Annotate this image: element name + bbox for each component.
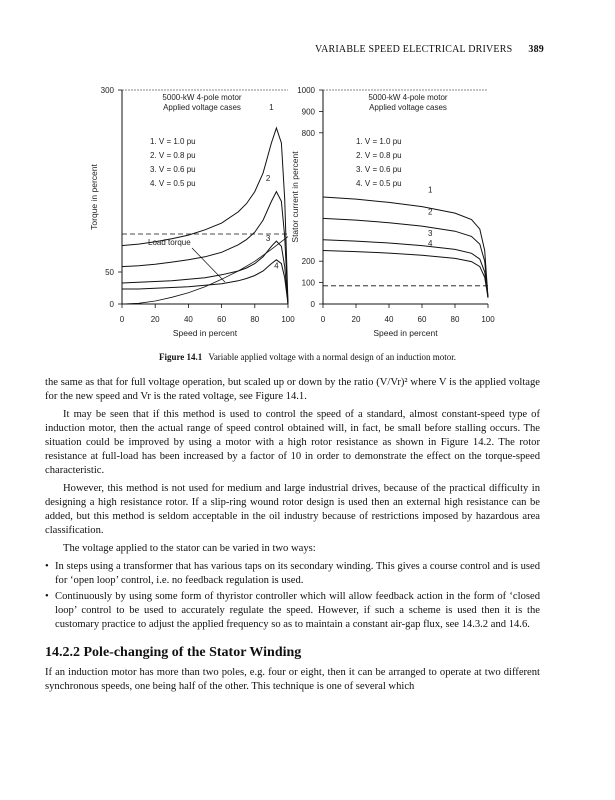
series-label: 3 — [428, 228, 433, 238]
x-axis-label: Speed in percent — [373, 328, 438, 338]
x-tick-label: 80 — [250, 315, 260, 324]
y-tick-label: 900 — [301, 107, 315, 117]
x-tick-label: 0 — [320, 315, 326, 324]
torque-speed-chart — [89, 86, 295, 338]
figure-caption — [0, 352, 615, 362]
legend-title: 5000-kW 4-pole motor — [162, 93, 242, 102]
page-number: 389 — [528, 44, 544, 55]
y-tick-label: 800 — [301, 128, 315, 138]
y-tick-label: 200 — [301, 257, 315, 267]
legend-item: 3. V = 0.6 pu — [356, 165, 402, 174]
paragraph-5: If an induction motor has more than two poles, e.g. four or eight, then it can be arranged to operate at two different synchronous speeds, one being half of the other. This technique is one of several which — [45, 667, 540, 692]
bullet-item-1: • In steps using a transformer that has various taps on its secondary winding. This gives a course control and is used for ‘open loop’ control, i.e. no feedback regulation is used. — [45, 560, 540, 588]
series-label: 2 — [428, 207, 433, 217]
legend-title: Applied voltage cases — [163, 103, 241, 112]
series-label: 4 — [428, 239, 433, 249]
series-line — [122, 237, 288, 304]
y-axis-label: Torque in percent — [89, 164, 99, 230]
x-tick-label: 0 — [119, 315, 125, 324]
y-tick-label: 300 — [100, 86, 114, 95]
current-speed-chart — [290, 86, 495, 338]
x-tick-label: 100 — [481, 315, 495, 324]
x-tick-label: 100 — [281, 315, 295, 324]
legend-item: 4. V = 0.5 pu — [356, 179, 402, 188]
series-label: 1 — [428, 185, 433, 195]
annotation-load-torque: Load torque — [148, 238, 191, 247]
x-tick-label: 60 — [217, 315, 227, 324]
bullet-item-2: • Continuously by using some form of thyristor controller which will allow feedback action in the form of ‘closed loop’ control to be used to accurately regulate the speed. However, if such a scheme is used then it is the customary practice to adjust the applied frequency so as to maintain a constant air-gap flux, see 14.3.2 and 14.6. — [45, 590, 540, 632]
legend-item: 4. V = 0.5 pu — [150, 179, 196, 188]
series-line — [122, 241, 288, 304]
legend-title: Applied voltage cases — [369, 103, 447, 112]
series-line — [323, 251, 488, 298]
series-label: 2 — [265, 173, 271, 183]
paragraph-1: the same as that for full voltage operation, but scaled up or down by the ratio (V/Vr)² where V is the applied voltage for the new speed and Vr is the rated voltage, see Figure 14.1. — [45, 377, 540, 402]
paragraph-4: The voltage applied to the stator can be varied in two ways: — [63, 543, 316, 554]
legend-item: 3. V = 0.6 pu — [150, 165, 196, 174]
caption-text: Variable applied voltage with a normal design of an induction motor. — [208, 352, 457, 362]
y-axis-label: Stator current in percent — [290, 151, 300, 243]
running-title: VARIABLE SPEED ELECTRICAL DRIVERS — [314, 44, 513, 55]
x-tick-label: 40 — [183, 315, 193, 324]
series-label: 1 — [269, 102, 274, 112]
y-tick-label: 0 — [109, 300, 114, 309]
legend-item: 1. V = 1.0 pu — [356, 137, 402, 146]
y-tick-label: 50 — [105, 268, 114, 277]
legend-title: 5000-kW 4-pole motor — [368, 93, 448, 102]
x-axis-label: Speed in percent — [172, 328, 238, 338]
series-line — [323, 197, 488, 298]
series-line — [323, 240, 488, 298]
x-tick-label: 40 — [384, 315, 394, 324]
x-tick-label: 20 — [351, 315, 361, 324]
paragraph-2: It may be seen that if this method is used to control the speed of a standard, almost constant-speed type of induction motor, then the actual range of speed control obtained will, in fact, be small before stalling occurs. The situation could be improved by using a motor with a high rotor resistance as shown in Figure 14.2. The rotor resistance at full-load has been increased by a factor of 10 in order to demonstrate the effect on the torque-speed characteristic. — [45, 409, 540, 476]
section-heading: 14.2.2 Pole-changing of the Stator Winding — [45, 645, 302, 660]
series-label: 3 — [265, 233, 271, 243]
x-tick-label: 80 — [450, 315, 460, 324]
x-tick-label: 60 — [417, 315, 427, 324]
bullet-list — [45, 560, 540, 632]
running-header — [28, 44, 544, 55]
caption-label: Figure 14.1 — [158, 352, 203, 362]
x-tick-label: 20 — [150, 315, 160, 324]
figure-14-1 — [0, 76, 615, 348]
series-label: 4 — [274, 261, 279, 271]
y-tick-label: 0 — [310, 300, 315, 309]
legend-item: 1. V = 1.0 pu — [150, 137, 196, 146]
paragraph-3: However, this method is not used for medium and large industrial drives, because of the practical difficulty in designing a high resistance rotor. If a slip-ring wound rotor design is used then an external high resistance can be added, but this method is seldom acceptable in the oil industry because of restrictions imposed by hazardous area classification. — [45, 483, 540, 536]
y-tick-label: 1000 — [297, 86, 315, 95]
body-text — [45, 376, 540, 698]
legend-item: 2. V = 0.8 pu — [150, 151, 196, 160]
legend-item: 2. V = 0.8 pu — [356, 151, 402, 160]
y-tick-label: 100 — [301, 278, 315, 288]
